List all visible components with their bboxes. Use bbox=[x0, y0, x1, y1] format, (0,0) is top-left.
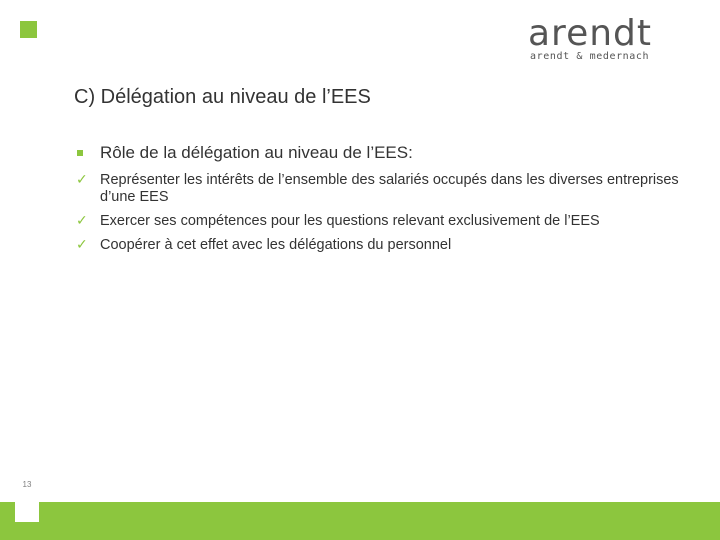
slide-title: C) Délégation au niveau de l’EES bbox=[74, 86, 371, 108]
slide-content bbox=[74, 142, 694, 261]
logo-tagline: arendt & medernach bbox=[530, 51, 650, 62]
checkmark-icon: ✓ bbox=[76, 172, 88, 188]
list-item bbox=[74, 172, 694, 206]
list-item-text: Exercer ses compétences pour les questions relevant exclusivement de l’EES bbox=[100, 213, 600, 229]
corner-accent-square bbox=[20, 21, 37, 38]
square-bullet-icon bbox=[77, 150, 83, 156]
main-bullet bbox=[74, 142, 694, 164]
check-list bbox=[74, 172, 694, 254]
page-number: 13 bbox=[22, 480, 32, 489]
arendt-logo bbox=[528, 14, 704, 62]
list-item-text: Représenter les intérêts de l’ensemble des salariés occupés dans les diverses entreprises d’une EES bbox=[100, 172, 679, 205]
page-number-box bbox=[15, 470, 39, 522]
footer-bar bbox=[0, 502, 720, 540]
main-bullet-text: Rôle de la délégation au niveau de l’EES: bbox=[100, 143, 413, 162]
list-item bbox=[74, 237, 694, 254]
checkmark-icon: ✓ bbox=[76, 237, 88, 253]
checkmark-icon: ✓ bbox=[76, 213, 88, 229]
list-item-text: Coopérer à cet effet avec les délégations du personnel bbox=[100, 237, 452, 253]
list-item bbox=[74, 213, 694, 230]
logo-wordmark: arendt bbox=[528, 13, 653, 54]
